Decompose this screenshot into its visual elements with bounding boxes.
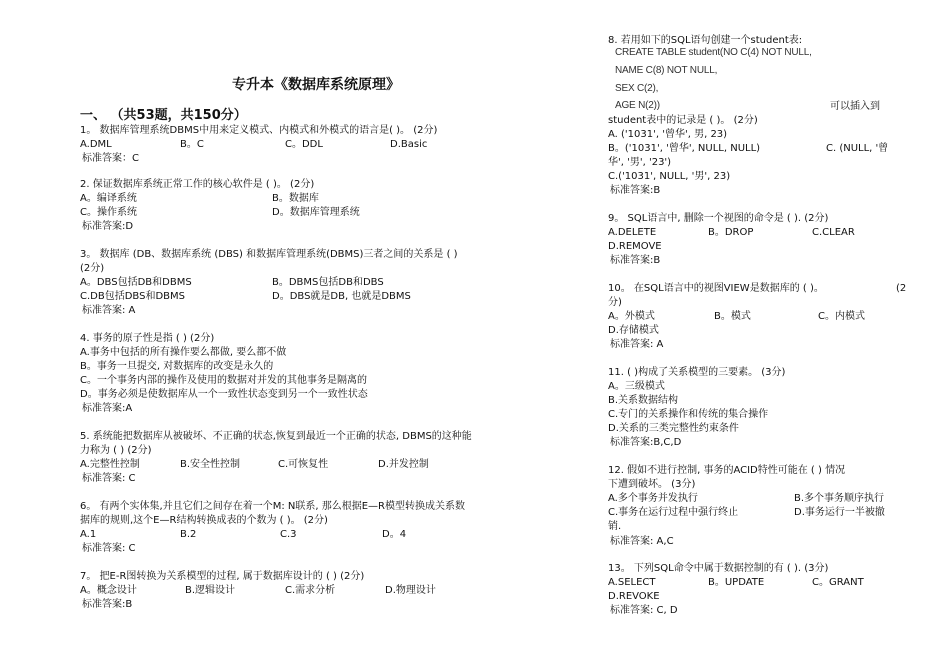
question-5-stem-cont: 力称为 ( ) (2分) xyxy=(80,445,152,456)
question-4-stem: 4. 事务的原子性是指 ( ) (2分) xyxy=(80,333,215,344)
question-8-option-b: B。('1031', '曾华', NULL, NULL) xyxy=(608,143,761,154)
question-2-stem: 2. 保证数据库系统正常工作的核心软件是 ( )。 (2分) xyxy=(80,179,315,190)
question-13-answer: 标准答案: C, D xyxy=(610,605,678,616)
question-6-option-c: C.3 xyxy=(280,529,297,540)
question-11-option-d: D.关系的三类完整性约束条件 xyxy=(608,423,739,434)
question-6-option-b: B.2 xyxy=(180,529,197,540)
question-12-option-d: D.事务运行一半被撤 xyxy=(794,507,885,518)
question-8-stem-tail: student表中的记录是 ( )。 (2分) xyxy=(608,115,758,126)
question-9-stem: 9。 SQL语言中, 删除一个视图的命令是 ( ). (2分) xyxy=(608,213,829,224)
section-heading: 一、 （共53题，共150分） xyxy=(80,108,247,123)
question-5-option-b: B.安全性控制 xyxy=(180,459,241,470)
question-7-option-d: D.物理设计 xyxy=(385,585,436,596)
question-8-stem-cont: 可以插入到 xyxy=(830,101,880,112)
question-11-answer: 标准答案:B,C,D xyxy=(610,437,682,448)
question-3-answer: 标准答案: A xyxy=(82,305,136,316)
question-5-option-d: D.并发控制 xyxy=(378,459,429,470)
question-4-option-c: C。一个事务内部的操作及使用的数据对并发的其他事务是隔离的 xyxy=(80,375,367,386)
question-6-answer: 标准答案: C xyxy=(82,543,136,554)
question-6-option-a: A.1 xyxy=(80,529,97,540)
question-7-answer: 标准答案:B xyxy=(82,599,133,610)
question-8-stem: 8. 若用如下的SQL语句创建一个student表: xyxy=(608,35,803,46)
question-8-option-a: A. ('1031', '曾华', 男, 23) xyxy=(608,129,728,140)
question-12-option-a: A.多个事务并发执行 xyxy=(608,493,698,504)
question-1-option-c: C。DDL xyxy=(285,139,323,150)
question-9-option-d: D.REMOVE xyxy=(608,241,662,252)
question-6-stem-cont: 据库的规则,这个E—R结构转换成表的个数为 ( )。 (2分) xyxy=(80,515,328,526)
question-7-option-a: A。概念设计 xyxy=(80,585,137,596)
question-12-stem-cont: 下遭到破坏。 (3分) xyxy=(608,479,696,490)
question-2-option-c: C。操作系统 xyxy=(80,207,137,218)
question-10-option-d: D.存储模式 xyxy=(608,325,659,336)
question-9-option-a: A.DELETE xyxy=(608,227,657,238)
question-9-option-b: B。DROP xyxy=(708,227,754,238)
question-4-option-a: A.事务中包括的所有操作要么都做, 要么都不做 xyxy=(80,347,287,358)
question-2-answer: 标准答案:D xyxy=(82,221,134,232)
question-10-points: (2 xyxy=(896,283,907,294)
question-12-stem: 12. 假如不进行控制, 事务的ACID特性可能在 ( ) 情况 xyxy=(608,465,846,476)
question-8-answer: 标准答案:B xyxy=(610,185,661,196)
question-6-option-d: D。4 xyxy=(382,529,407,540)
question-1-answer: 标准答案：C xyxy=(82,153,139,164)
question-4-option-b: B。事务一旦提交, 对数据库的改变是永久的 xyxy=(80,361,274,372)
question-7-option-b: B.逻辑设计 xyxy=(185,585,236,596)
question-11-option-c: C.专门的关系操作和传统的集合操作 xyxy=(608,409,769,420)
question-3-points: (2分) xyxy=(80,263,105,274)
question-3-stem: 3。 数据库 (DB、数据库系统 (DBS) 和数据库管理系统(DBMS)三者之间的关系是 ( ) xyxy=(80,249,458,260)
question-11-option-b: B.关系数据结构 xyxy=(608,395,679,406)
question-2-option-a: A。编译系统 xyxy=(80,193,137,204)
question-5-option-c: C.可恢复性 xyxy=(278,459,329,470)
question-1-option-a: A.DML xyxy=(80,139,112,150)
question-12-answer: 标准答案: A,C xyxy=(610,536,674,547)
question-4-answer: 标准答案:A xyxy=(82,403,133,414)
question-2-option-b: B。数据库 xyxy=(272,193,319,204)
question-13-option-d: D.REVOKE xyxy=(608,591,660,602)
question-10-points-cont: 分) xyxy=(608,297,622,308)
question-12-option-d-cont: 销. xyxy=(608,521,622,532)
question-3-option-c: C.DB包括DBS和DBMS xyxy=(80,291,185,302)
page-title: 专升本《数据库系统原理》 xyxy=(232,77,400,93)
question-5-option-a: A.完整性控制 xyxy=(80,459,140,470)
question-11-option-a: A。三级模式 xyxy=(608,381,665,392)
question-1-stem: 1。 数据库管理系统DBMS中用来定义模式、内模式和外模式的语言是( )。 (2分) xyxy=(80,125,438,136)
question-10-option-b: B。模式 xyxy=(714,311,751,322)
question-12-option-c: C.事务在运行过程中强行终止 xyxy=(608,507,739,518)
question-13-option-c: C。GRANT xyxy=(812,577,864,588)
sql-code-line-3: SEX C(2), xyxy=(615,83,659,94)
question-2-option-d: D。数据库管理系统 xyxy=(272,207,360,218)
question-9-answer: 标准答案:B xyxy=(610,255,661,266)
question-5-answer: 标准答案: C xyxy=(82,473,136,484)
question-7-option-c: C.需求分析 xyxy=(285,585,336,596)
question-9-option-c: C.CLEAR xyxy=(812,227,855,238)
question-13-option-b: B。UPDATE xyxy=(708,577,765,588)
question-4-option-d: D。事务必须是使数据库从一个一致性状态变到另一个一致性状态 xyxy=(80,389,368,400)
sql-code-line-4: AGE N(2)) xyxy=(615,100,660,111)
question-8-option-c: C. (NULL, '曾 xyxy=(826,143,889,154)
sql-code-line-2: NAME C(8) NOT NULL, xyxy=(615,65,718,76)
question-10-stem: 10。 在SQL语言中的视图VIEW是数据库的 ( )。 xyxy=(608,283,824,294)
question-5-stem: 5. 系统能把数据库从被破坏、不正确的状态,恢复到最近一个正确的状态, DBMS的这种能 xyxy=(80,431,472,442)
question-3-option-a: A。DBS包括DB和DBMS xyxy=(80,277,192,288)
question-8-option-c-cont: 华', '男', '23') xyxy=(608,157,672,168)
question-7-stem: 7。 把E-R图转换为关系模型的过程, 属于数据库设计的 ( ) (2分) xyxy=(80,571,365,582)
question-13-option-a: A.SELECT xyxy=(608,577,656,588)
question-12-option-b: B.多个事务顺序执行 xyxy=(794,493,885,504)
question-10-option-a: A。外模式 xyxy=(608,311,655,322)
question-13-stem: 13。 下列SQL命令中属于数据控制的有 ( ). (3分) xyxy=(608,563,829,574)
question-10-option-c: C。内模式 xyxy=(818,311,865,322)
sql-code-line-1: CREATE TABLE student(NO C(4) NOT NULL, xyxy=(615,47,812,58)
question-1-option-b: B。C xyxy=(180,139,204,150)
question-1-option-d: D.Basic xyxy=(390,139,428,150)
question-3-option-b: B。DBMS包括DB和DBS xyxy=(272,277,384,288)
question-6-stem: 6。 有两个实体集,并且它们之间存在着一个M: N联系, 那么根据E—R模型转换成关系数 xyxy=(80,501,465,512)
question-11-stem: 11. ( )构成了关系模型的三要素。 (3分) xyxy=(608,367,786,378)
question-10-answer: 标准答案: A xyxy=(610,339,664,350)
question-3-option-d: D。DBS就是DB, 也就是DBMS xyxy=(272,291,411,302)
question-8-option-d: C.('1031', NULL, '男', 23) xyxy=(608,171,731,182)
